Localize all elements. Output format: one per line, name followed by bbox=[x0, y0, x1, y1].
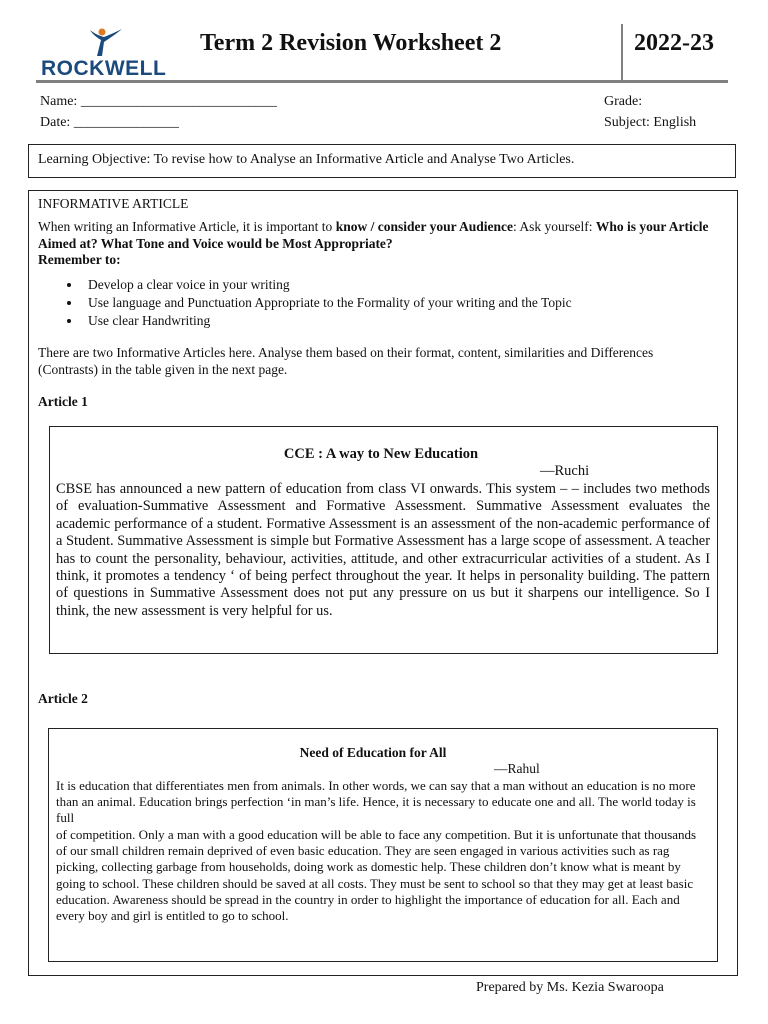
intro-paragraph bbox=[38, 219, 730, 252]
instructions-paragraph: There are two Informative Articles here. Analyse them based on their format, content, similarities and Differences (Contrasts) in the table given in the next page. bbox=[38, 345, 654, 377]
school-logo bbox=[40, 26, 167, 81]
article-1-label: Article 1 bbox=[38, 394, 88, 409]
name-field[interactable]: Name: ____________________________ bbox=[40, 94, 277, 109]
intro-bold-2: Who is your Article Aimed at? What Tone and Voice would be Most Appropriate? bbox=[38, 219, 709, 251]
article-2-title: Need of Education for All bbox=[299, 745, 447, 760]
remember-label: Remember to: bbox=[38, 252, 121, 267]
intro-bold-1: know / consider your Audience bbox=[335, 219, 513, 234]
academic-year: 2022-23 bbox=[634, 30, 714, 56]
header-rule bbox=[36, 80, 728, 83]
list-item: • Use clear Handwriting bbox=[82, 312, 572, 330]
grade-field[interactable]: Grade: bbox=[604, 94, 643, 109]
article-2-body-part-1: It is education that differentiates men from animals. In other words, we can say that a man without an education is no more than an animal. Education brings perfection ‘in man’s life. Hence, it is necessary to educate one and all. The world today is full bbox=[56, 778, 696, 826]
rockwell-figure-icon bbox=[76, 26, 136, 60]
list-item: • Use language and Punctuation Appropriate to the Formality of your writing and the Topic bbox=[82, 294, 572, 312]
header-divider bbox=[621, 24, 623, 80]
intro-text-2: : Ask yourself: bbox=[512, 219, 596, 234]
section-heading: INFORMATIVE ARTICLE bbox=[38, 196, 189, 211]
page-title: Term 2 Revision Worksheet 2 bbox=[200, 30, 502, 56]
date-field[interactable]: Date: _______________ bbox=[40, 115, 179, 130]
prepared-by: Prepared by Ms. Kezia Swaroopa bbox=[476, 980, 664, 995]
article-1-title: CCE : A way to New Education bbox=[283, 446, 479, 462]
learning-objective: Learning Objective: To revise how to Analyse an Informative Article and Analyse Two Articles. bbox=[28, 144, 736, 178]
article-2-label: Article 2 bbox=[38, 691, 88, 706]
article-1-body: CBSE has announced a new pattern of education from class VI onwards. This system – – includes two methods of evaluation-Summative Assessment and Formative Assessment. Summative Assessment evaluates the academic performance of a student. Formative Assessment is an assessment of the non-academic performance of a Student. Summative Assessment is simple but Formative Assessment has a large scope of assessment. A teacher has to count the personality, behaviour, activities, attitude, and other extracurricular activities of a student. As I think, it promotes a tendency ‘ of being perfect throughout the year. It helps in personality building. The pattern of questions in Summative Assessment does not put any pressure on us but it sharpens our intelligence. So I think, the new assessment is very helpful for us. bbox=[56, 481, 710, 619]
subject-field: Subject: English bbox=[604, 115, 697, 130]
tips-list bbox=[38, 276, 572, 330]
logo-text: ROCKWELL bbox=[41, 57, 167, 80]
article-2-body-part-2: of competition. Only a man with a good education will be able to face any competition. But it is unfortunate that thousands of our small children remain deprived of even basic education. They are seen engaged in various activities such as rag picking, collecting garbage from households, doing work as domestic help. These children don’t know what is meant by going to school. These children should be saved at all costs. They must be sent to school so that they may get at least basic education. Awareness should be spread in the country in order to highlight the importance of education for all. Each and every boy and girl is entitled to go to school. bbox=[56, 827, 697, 924]
article-1-author: —Ruchi bbox=[540, 463, 590, 479]
article-2-author: —Rahul bbox=[494, 761, 540, 776]
list-item: • Develop a clear voice in your writing bbox=[82, 276, 572, 294]
intro-text-1: When writing an Informative Article, it is important to bbox=[38, 219, 336, 234]
